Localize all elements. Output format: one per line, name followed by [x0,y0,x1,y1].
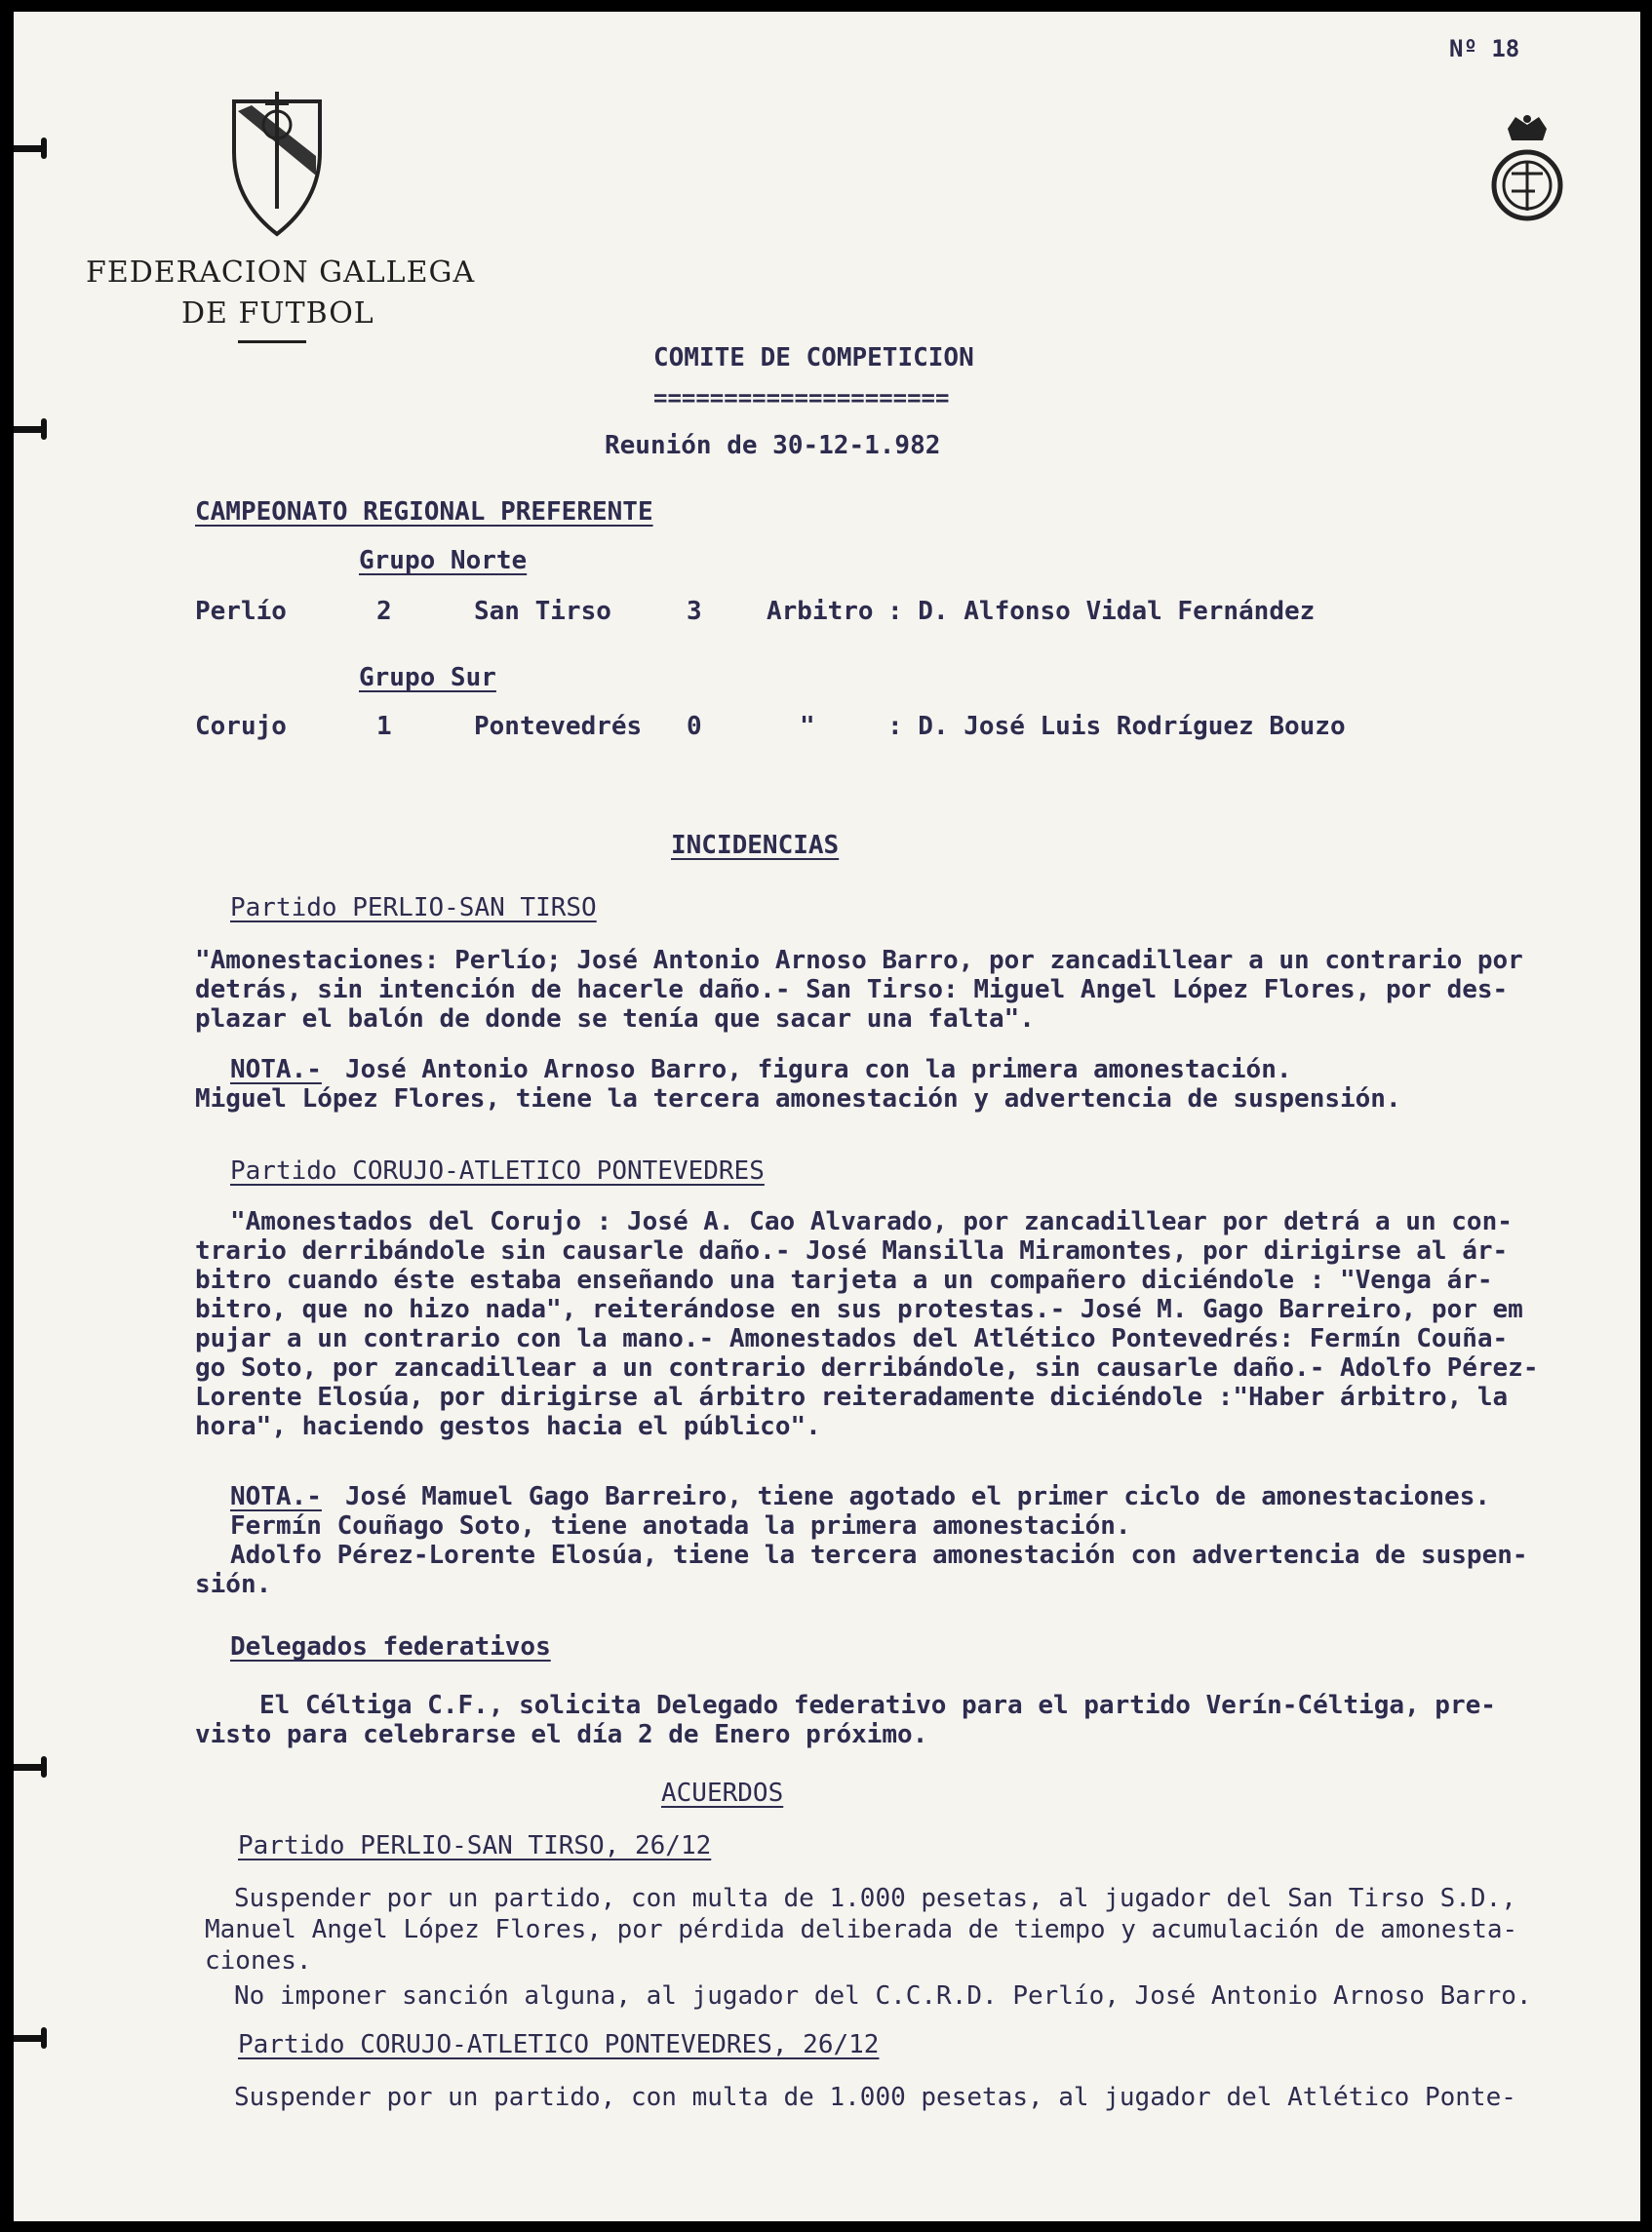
referee-name: : D. Alfonso Vidal Fernández [887,597,1316,626]
text-line: go Soto, por zancadillear a un contrario derribándole, sin causarle daño.- Adolfo Pérez- [195,1353,1539,1383]
binder-hole [14,426,47,433]
royal-spanish-federation-crest-icon [1486,115,1568,232]
section-heading-incidencias: INCIDENCIAS [671,831,840,860]
document-page [14,12,1640,2221]
home-team: Corujo [195,712,287,741]
match-heading: Partido CORUJO-ATLETICO PONTEVEDRES, 26/12 [238,2030,880,2059]
binder-hole [14,145,47,152]
referee-label: Arbitro [767,597,874,626]
federation-name-line1: FEDERACION GALLEGA [86,255,476,290]
text-line: El Céltiga C.F., solicita Delegado federativo para el partido Verín-Céltiga, pre- [259,1691,1496,1720]
text-line: detrás, sin intención de hacerle daño.- San Tirso: Miguel Angel López Flores, por des- [195,975,1509,1004]
section-heading-delegados: Delegados federativos [230,1632,551,1662]
away-team: San Tirso [474,597,611,626]
federation-name-line2: DE FUTBOL [181,296,374,331]
group-name: Grupo Norte [359,546,528,575]
note-line: Miguel López Flores, tiene la tercera amonestación y advertencia de suspensión. [195,1084,1401,1114]
binder-hole [14,1764,47,1771]
note-line: Fermín Couñago Soto, tiene anotada la primera amonestación. [230,1511,1131,1541]
away-score: 0 [687,712,702,741]
title-double-rule: ===================== [653,384,950,411]
away-score: 3 [687,597,702,626]
text-line: hora", haciendo gestos hacia el público". [195,1412,821,1441]
text-line: trario derribándole sin causarle daño.- José Mansilla Miramontes, por dirigirse al ár- [195,1236,1509,1266]
group-name: Grupo Sur [359,663,496,692]
home-score: 1 [376,712,392,741]
text-line: plazar el balón de donde se tenía que sacar una falta". [195,1004,1035,1034]
text-line: Suspender por un partido, con multa de 1.000 pesetas, al jugador del Atlético Ponte- [234,2083,1516,2112]
document-title: COMITE DE COMPETICION [653,343,974,372]
text-line: bitro, que no hizo nada", reiterándose en sus protestas.- José M. Gago Barreiro, por em [195,1295,1523,1324]
referee-label: " [800,712,815,741]
galician-federation-shield-icon [228,92,326,240]
section-heading-acuerdos: ACUERDOS [661,1779,784,1808]
text-line: "Amonestados del Corujo : José A. Cao Alvarado, por zancadillear por detrá a un con- [230,1207,1513,1236]
text-line: Manuel Angel López Flores, por pérdida deliberada de tiempo y acumulación de amonesta- [205,1915,1518,1944]
note-line: José Antonio Arnoso Barro, figura con la primera amonestación. [345,1055,1292,1084]
championship-heading: CAMPEONATO REGIONAL PREFERENTE [195,497,653,527]
referee-name: : D. José Luis Rodríguez Bouzo [887,712,1346,741]
note-line: sión. [195,1570,272,1599]
note-label: NOTA.- [230,1055,322,1084]
text-line: Lorente Elosúa, por dirigirse al árbitro reiteradamente diciéndole :"Haber árbitro, la [195,1383,1509,1412]
home-score: 2 [376,597,392,626]
match-heading: Partido PERLIO-SAN TIRSO [230,893,597,922]
note-line: Adolfo Pérez-Lorente Elosúa, tiene la tercera amonestación con advertencia de suspen- [230,1541,1528,1570]
text-line: pujar a un contrario con la mano.- Amonestados del Atlético Pontevedrés: Fermín Couña- [195,1324,1509,1353]
note-label: NOTA.- [230,1482,322,1511]
text-line: ciones. [205,1946,312,1976]
meeting-date: Reunión de 30-12-1.982 [605,431,941,460]
text-line: No imponer sanción alguna, al jugador del C.C.R.D. Perlío, José Antonio Arnoso Barro. [234,1981,1532,2011]
home-team: Perlío [195,597,287,626]
page-number: Nº 18 [1449,35,1520,62]
note-line: José Mamuel Gago Barreiro, tiene agotado el primer ciclo de amonestaciones. [345,1482,1490,1511]
binder-hole [14,2035,47,2042]
text-line: bitro cuando éste estaba enseñando una tarjeta a un compañero diciéndole : "Venga ár- [195,1266,1493,1295]
text-line: Suspender por un partido, con multa de 1.000 pesetas, al jugador del San Tirso S.D., [234,1884,1516,1913]
text-line: "Amonestaciones: Perlío; José Antonio Arnoso Barro, por zancadillear a un contrario por [195,946,1523,975]
match-heading: Partido PERLIO-SAN TIRSO, 26/12 [238,1831,712,1860]
federation-underline [238,340,306,343]
match-heading: Partido CORUJO-ATLETICO PONTEVEDRES [230,1156,765,1186]
text-line: visto para celebrarse el día 2 de Enero próximo. [195,1720,928,1749]
away-team: Pontevedrés [474,712,643,741]
